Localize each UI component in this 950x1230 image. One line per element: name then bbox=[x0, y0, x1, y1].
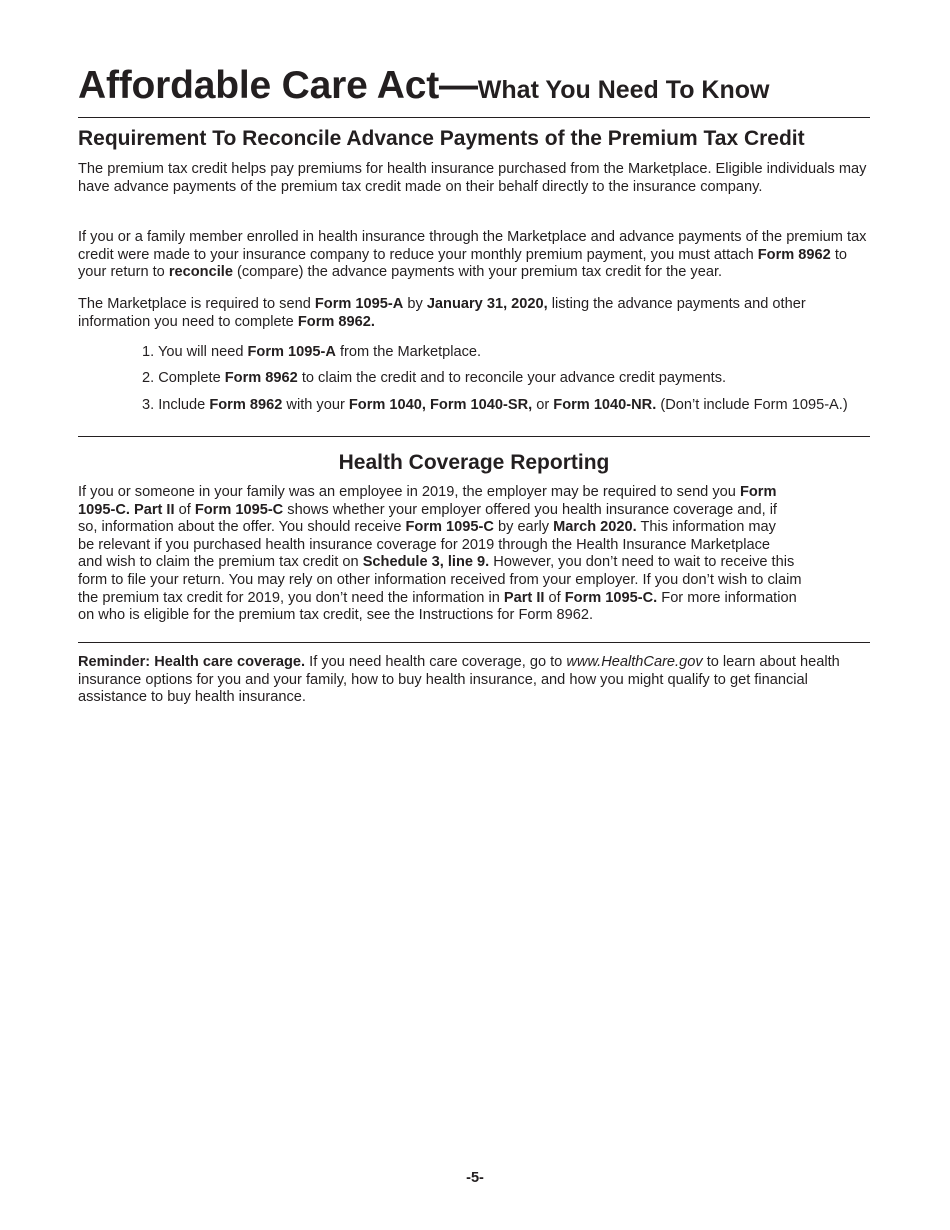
bold-text: Form 1095-C. bbox=[564, 589, 658, 606]
text: (Don’t include Form 1095-A.) bbox=[656, 397, 848, 413]
text: shows whether your employer offered you health insurance coverage and, if bbox=[283, 501, 777, 518]
text: The Marketplace is required to send bbox=[78, 296, 315, 312]
bold-text: Form 1040-NR. bbox=[553, 397, 657, 413]
text: Complete bbox=[154, 370, 225, 386]
text-line bbox=[78, 484, 870, 502]
text: form to file your return. You may rely on other information received from your employer. If you don’t wish to claim bbox=[78, 571, 802, 588]
bold-text: Form 8962 bbox=[224, 370, 298, 386]
text: with your bbox=[282, 397, 349, 413]
paragraph-health-coverage-reporting bbox=[78, 484, 870, 625]
section-heading-health-coverage: Health Coverage Reporting bbox=[338, 451, 610, 474]
text: to claim the credit and to reconcile your advance credit payments. bbox=[297, 370, 727, 386]
text: However, you don’t need to wait to receive this bbox=[489, 554, 795, 571]
text: by early bbox=[493, 519, 554, 536]
page-number: -5- bbox=[466, 1170, 484, 1186]
text: Include bbox=[154, 397, 210, 413]
bold-text: Form 1095-C bbox=[194, 501, 284, 518]
text: from the Marketplace. bbox=[335, 344, 482, 360]
text-line bbox=[78, 537, 870, 555]
text: so, information about the offer. You should receive bbox=[78, 519, 406, 536]
text: listing the advance payments and other information you need to complete bbox=[78, 296, 806, 330]
text: or bbox=[532, 397, 554, 413]
reminder-label: Reminder: Health care coverage. bbox=[78, 654, 306, 670]
text: be relevant if you purchased health insurance coverage for 2019 through the Health Insurance Marketplace bbox=[78, 536, 771, 553]
bold-text: Form 1095-A bbox=[314, 296, 404, 312]
title-divider bbox=[78, 117, 870, 118]
bold-text: Form 8962. bbox=[297, 313, 375, 330]
text: of bbox=[174, 501, 195, 518]
text: If you or a family member enrolled in health insurance through the Marketplace and advance payments of the premium tax credit were made to your insurance company to reduce your monthly premium payment, you must attach bbox=[78, 229, 867, 263]
text-line bbox=[78, 519, 870, 537]
title-main: Affordable Care Act— bbox=[78, 64, 478, 107]
text-line bbox=[78, 502, 870, 520]
text: If you or someone in your family was an employee in 2019, the employer may be required to send you bbox=[78, 484, 740, 500]
healthcare-gov-link[interactable]: www.HealthCare.gov bbox=[566, 654, 703, 670]
text: by bbox=[403, 296, 427, 312]
bold-text: Form 1095-C bbox=[405, 519, 494, 536]
bold-text: Form 8962 bbox=[209, 397, 283, 413]
text-line bbox=[78, 590, 870, 608]
bold-text: Form 1040, Form 1040-SR, bbox=[348, 397, 533, 413]
bold-text: March 2020. bbox=[553, 519, 637, 536]
text: You will need bbox=[154, 344, 248, 360]
list-item bbox=[142, 344, 481, 362]
section-divider bbox=[78, 436, 870, 437]
bold-text: reconcile bbox=[168, 264, 233, 281]
text-line bbox=[78, 607, 870, 625]
paragraph-reconcile-requirement bbox=[78, 229, 870, 282]
list-number: 1. bbox=[142, 344, 155, 360]
bold-text: Schedule 3, line 9. bbox=[362, 554, 490, 571]
bold-text: January 31, 2020, bbox=[426, 296, 548, 312]
paragraph-form-1095a bbox=[78, 296, 870, 331]
list-item bbox=[142, 370, 726, 388]
bold-text: Part II bbox=[503, 589, 545, 606]
text: to learn about health insurance options for you and your family, how to buy health insurance, and how you might qualify to get financial assistance to buy health insurance. bbox=[78, 654, 840, 706]
bold-text: Form bbox=[739, 484, 777, 500]
text: This information may bbox=[636, 519, 776, 536]
bold-text: 1095-C. Part II bbox=[78, 501, 175, 518]
list-item bbox=[142, 397, 848, 415]
text-line bbox=[78, 572, 870, 590]
text: For more information bbox=[657, 589, 797, 606]
text: of bbox=[544, 589, 565, 606]
bold-text: Form 8962 bbox=[757, 246, 831, 263]
paragraph-premium-tax-credit: The premium tax credit helps pay premiums for health insurance purchased from the Marketplace. Eligible individuals may have advance payments of the premium tax credit made on their behalf directly to the insurance company. bbox=[78, 161, 867, 195]
section-divider bbox=[78, 642, 870, 643]
section-heading-reconcile: Requirement To Reconcile Advance Payments of the Premium Tax Credit bbox=[78, 127, 805, 150]
text: on who is eligible for the premium tax credit, see the Instructions for Form 8962. bbox=[78, 607, 594, 624]
text: (compare) the advance payments with your premium tax credit for the year. bbox=[232, 264, 723, 281]
list-number: 2. bbox=[142, 370, 155, 386]
page-title bbox=[78, 66, 769, 105]
title-subtitle: What You Need To Know bbox=[477, 76, 770, 104]
bold-text: Form 1095-A bbox=[247, 344, 336, 360]
text: to your return to bbox=[78, 246, 847, 281]
text: If you need health care coverage, go to bbox=[305, 654, 567, 670]
paragraph-reminder bbox=[78, 654, 870, 707]
list-number: 3. bbox=[142, 397, 155, 413]
text: the premium tax credit for 2019, you don’t need the information in bbox=[78, 589, 504, 606]
text-line bbox=[78, 554, 870, 572]
text: and wish to claim the premium tax credit on bbox=[78, 554, 363, 571]
